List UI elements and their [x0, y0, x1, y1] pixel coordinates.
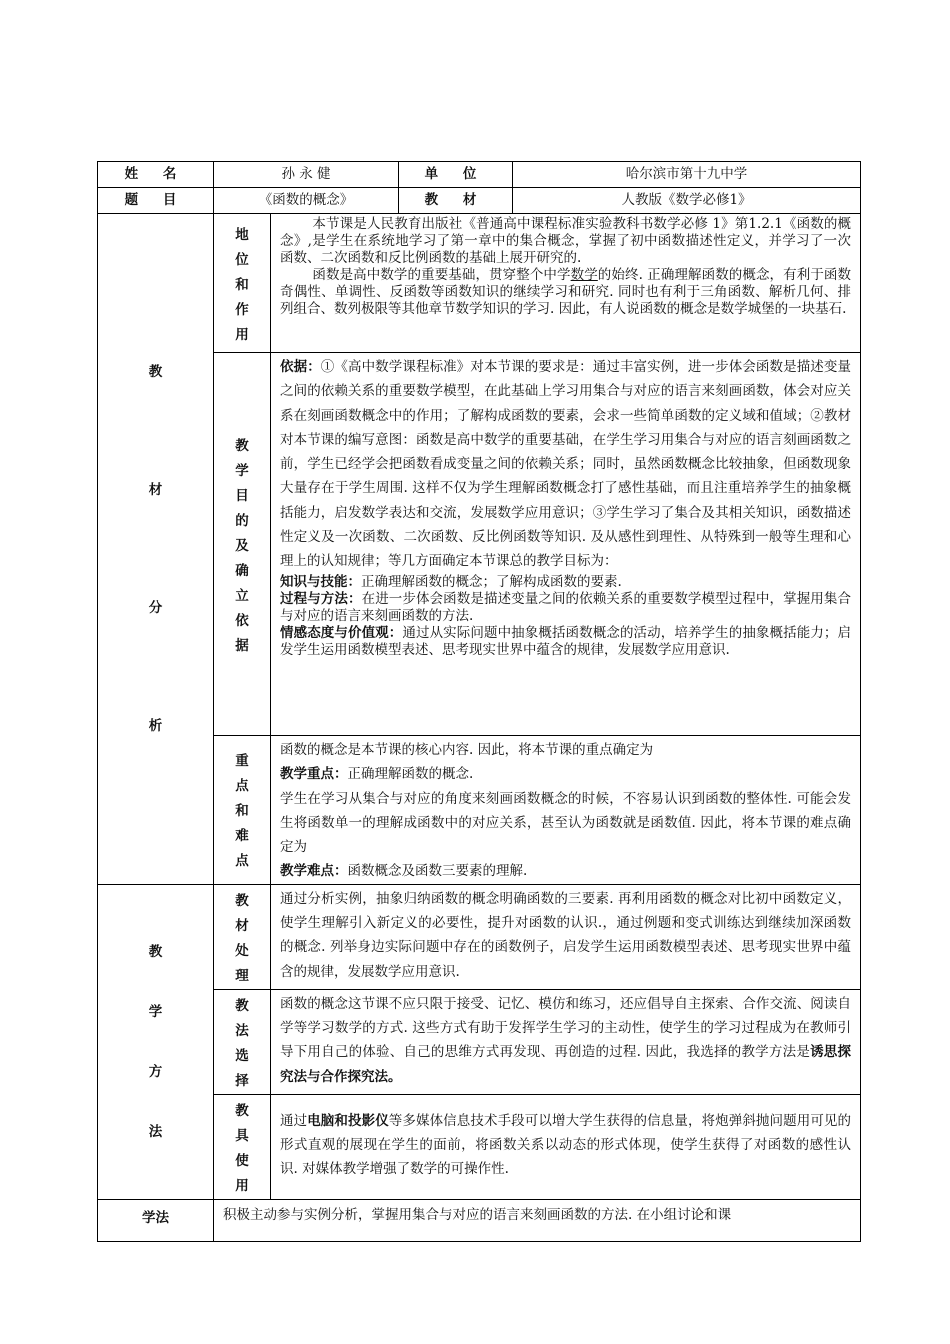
emotion-goal — [280, 625, 851, 659]
study-method-content — [214, 1199, 861, 1241]
process-goal — [280, 591, 851, 625]
label-char: 择 — [235, 1072, 249, 1089]
teaching-method-label — [98, 884, 214, 1199]
material-handling-label — [214, 884, 271, 989]
key-text: 正确理解函数的概念. — [347, 766, 474, 783]
label-char: 分 — [148, 599, 163, 616]
tools-paragraph — [280, 1109, 851, 1182]
label-char: 及 — [235, 537, 249, 554]
name-label: 姓 名 — [98, 162, 214, 188]
tools-text-b: 等多媒体信息技术手段可以增大学生获得的信息量，将炮弹斜抛问题用可见的形式直观的展现在学生的面前，将函数关系以动态的形式体现，使学生获得了对函数的感性认识. 对媒体教学增强了数学的可操作性. — [280, 1112, 852, 1178]
material-handling-content — [271, 884, 861, 989]
label-char: 地 — [235, 226, 249, 243]
label-char: 重 — [235, 753, 249, 770]
knowledge-label: 知识与技能： — [280, 573, 361, 590]
method-choice-label — [214, 989, 271, 1094]
material-handling-text: 通过分析实例，抽象归纳函数的概念明确函数的三要素. 再利用函数的概念对比初中函数定义，使学生理解引入新定义的必要性，提升对函数的认识.，通过例题和变式训练达到继续加深函数的概念. 列举身边实际问题中存在的函数例子，启发学生运用函数模型表述、思考现实世界中蕴含的规律，发展数学应用意识. — [280, 890, 851, 980]
label-char: 和 — [235, 803, 249, 820]
material-analysis-label — [98, 214, 214, 885]
label-char: 点 — [235, 778, 249, 795]
label-char: 确 — [235, 562, 249, 579]
textbook-label: 教 材 — [399, 188, 513, 214]
difficulty-label: 教学难点： — [280, 863, 348, 880]
method-choice-bold: 诱思探究法与合作探究法。 — [280, 1044, 851, 1085]
label-char: 法 — [148, 1123, 163, 1140]
key-points-p2: 学生在学习从集合与对应的角度来刻画函数概念的时候，不容易认识到函数的整体性. 可能会发生将函数单一的理解成函数中的对应关系，甚至认为函数就是函数值. 因此，将本节课的难点确定为 — [280, 790, 851, 856]
label-char: 教 — [235, 997, 249, 1014]
label-char: 教 — [235, 437, 249, 454]
header-row-1 — [98, 162, 861, 188]
label-char: 法 — [235, 1022, 249, 1039]
label-char: 教 — [235, 1102, 249, 1119]
section-label-text — [98, 313, 213, 785]
label-char: 学 — [148, 1003, 163, 1020]
study-method-label: 学法 — [98, 1199, 214, 1241]
tools-content — [271, 1094, 861, 1199]
math-link[interactable]: 数学 — [570, 267, 598, 283]
label-char: 材 — [148, 481, 163, 498]
label-char: 难 — [235, 828, 249, 845]
method-choice-label-text — [214, 994, 270, 1094]
position-role-p2 — [280, 267, 851, 318]
label-char: 作 — [235, 301, 249, 318]
position-role-p2-b: 的始终. 正确理解函数的概念，有利于函数奇偶性、单调性、反函数等函数知识的继续学习和研究. 同时也有利于三角函数、解析几何、排列组合、数列极限等其他章节数学知识的学习. 因此，有人说函数的概念是数学城堡的一块基石. — [280, 267, 852, 317]
key-points-label — [214, 736, 271, 885]
emotion-text: 通过从实际问题中抽象概括函数概念的活动，培养学生的抽象概括能力；启发学生运用函数模型表述、思考现实世界中蕴含的规律，发展数学应用意识. — [280, 624, 852, 658]
method-choice-paragraph — [280, 992, 851, 1089]
position-role-label-text — [214, 223, 270, 348]
position-role-p1: 本节课是人民教育出版社《普通高中课程标准实验教科书数学必修 1》第1.2.1《函数的概念》,是学生在系统地学习了第一章中的集合概念，掌握了初中函数描述性定义，并学习了一次函数、二次函数和反比例函数的基础上展开研究的. — [280, 216, 851, 266]
process-text: 在进一步体会函数是描述变量之间的依赖关系的重要数学模型过程中，掌握用集合与对应的语言来刻画函数的方法. — [280, 590, 852, 624]
label-char: 位 — [235, 251, 249, 268]
material-handling-label-text — [214, 889, 270, 989]
label-char: 具 — [235, 1127, 249, 1144]
basis-paragraph — [280, 355, 851, 574]
label-char: 点 — [235, 853, 249, 870]
label-char: 据 — [235, 637, 249, 654]
label-char: 学 — [235, 462, 249, 479]
basis-text: ①《高中数学课程标准》对本节课的要求是：通过丰富实例，进一步体会函数是描述变量之间的依赖关系的重要数学模型，在此基础上学习用集合与对应的语言来刻画函数，体会对应关系在刻画函数概念中的作用；了解构成函数的要素，会求一些简单函数的定义域和值域；②教材对本节课的编写意图：函数是高中数学的重要基础，在学生学习用集合与对应的语言刻画函数之前，学生已经学会把函数看成变量之间的依赖关系；同时，虽然函数概念比较抽象，但函数现象大量存在于学生周围. 这样不仅为学生理解函数概念打了感性基础，而且注重培养学生的抽象概括能力，启发数学表达和交流，发展数学应用意识；③学生学习了集合及其相关知识，函数描述性定义及一次函数、二次函数、反比例函数等知识. 及从感性到理性、从特殊到一般等生理和心理上的认知规律；等几方面确定本节课总的教学目标为： — [280, 359, 852, 570]
key-points-label-text — [214, 749, 270, 874]
lesson-plan-table — [97, 161, 861, 1242]
label-char: 理 — [235, 967, 249, 984]
study-method-row — [98, 1199, 861, 1241]
position-role-p2-a: 函数是高中数学的重要基础，贯穿整个中学 — [312, 267, 571, 283]
emotion-label: 情感态度与价值观： — [280, 624, 403, 641]
label-char: 材 — [235, 917, 249, 934]
unit-value: 哈尔滨市第十九中学 — [513, 162, 861, 188]
label-char: 教 — [148, 363, 163, 380]
label-char: 立 — [235, 587, 249, 604]
position-role-row — [98, 214, 861, 353]
basis-label: 依据： — [280, 359, 321, 375]
label-char: 选 — [235, 1047, 249, 1064]
label-char: 和 — [235, 276, 249, 293]
name-value: 孙 永 健 — [214, 162, 399, 188]
difficulty-point — [280, 859, 851, 883]
topic-label: 题 目 — [98, 188, 214, 214]
label-char: 教 — [148, 943, 163, 960]
label-char: 教 — [235, 892, 249, 909]
key-points-p1: 函数的概念是本节课的核心内容. 因此，将本节课的重点确定为 — [280, 742, 654, 758]
process-label: 过程与方法： — [280, 590, 362, 607]
method-choice-text: 函数的概念这节课不应只限于接受、记忆、模仿和练习，还应倡导自主探索、合作交流、阅读自学等学习数学的方式. 这些方式有助于发挥学生学习的主动性，使学生的学习过程成为在教师引导下用自己的体验、自己的思维方式再发现、再创造的过程. 因此，我选择的教学方法是 — [280, 995, 851, 1061]
topic-value: 《函数的概念》 — [214, 188, 399, 214]
tools-bold: 电脑和投影仪 — [307, 1112, 389, 1129]
objectives-label-text — [214, 434, 270, 659]
study-method-text: 积极主动参与实例分析，掌握用集合与对应的语言来刻画函数的方法. 在小组讨论和课 — [223, 1206, 732, 1223]
key-label: 教学重点： — [280, 766, 348, 783]
objectives-label — [214, 353, 271, 736]
knowledge-goal — [280, 574, 851, 591]
tools-label-text — [214, 1099, 270, 1199]
key-point — [280, 762, 851, 786]
textbook-value: 人教版《数学必修1》 — [513, 188, 861, 214]
label-char: 目 — [235, 487, 249, 504]
position-role-label — [214, 214, 271, 353]
teaching-method-label-text — [98, 922, 213, 1162]
label-char: 使 — [235, 1152, 249, 1169]
tools-label — [214, 1094, 271, 1199]
material-handling-row — [98, 884, 861, 989]
label-char: 依 — [235, 612, 249, 629]
position-role-content — [271, 214, 861, 353]
objectives-content — [271, 353, 861, 736]
label-char: 处 — [235, 942, 249, 959]
label-char: 方 — [148, 1063, 163, 1080]
key-points-content — [271, 736, 861, 885]
unit-label: 单 位 — [399, 162, 513, 188]
label-char: 用 — [235, 326, 249, 343]
label-char: 的 — [235, 512, 249, 529]
header-row-2 — [98, 188, 861, 214]
method-choice-content — [271, 989, 861, 1094]
label-char: 用 — [235, 1177, 249, 1194]
label-char: 析 — [148, 717, 163, 734]
difficulty-text: 函数概念及函数三要素的理解. — [347, 863, 528, 880]
tools-text-a: 通过 — [280, 1112, 308, 1129]
knowledge-text: 正确理解函数的概念；了解构成函数的要素. — [361, 573, 622, 590]
